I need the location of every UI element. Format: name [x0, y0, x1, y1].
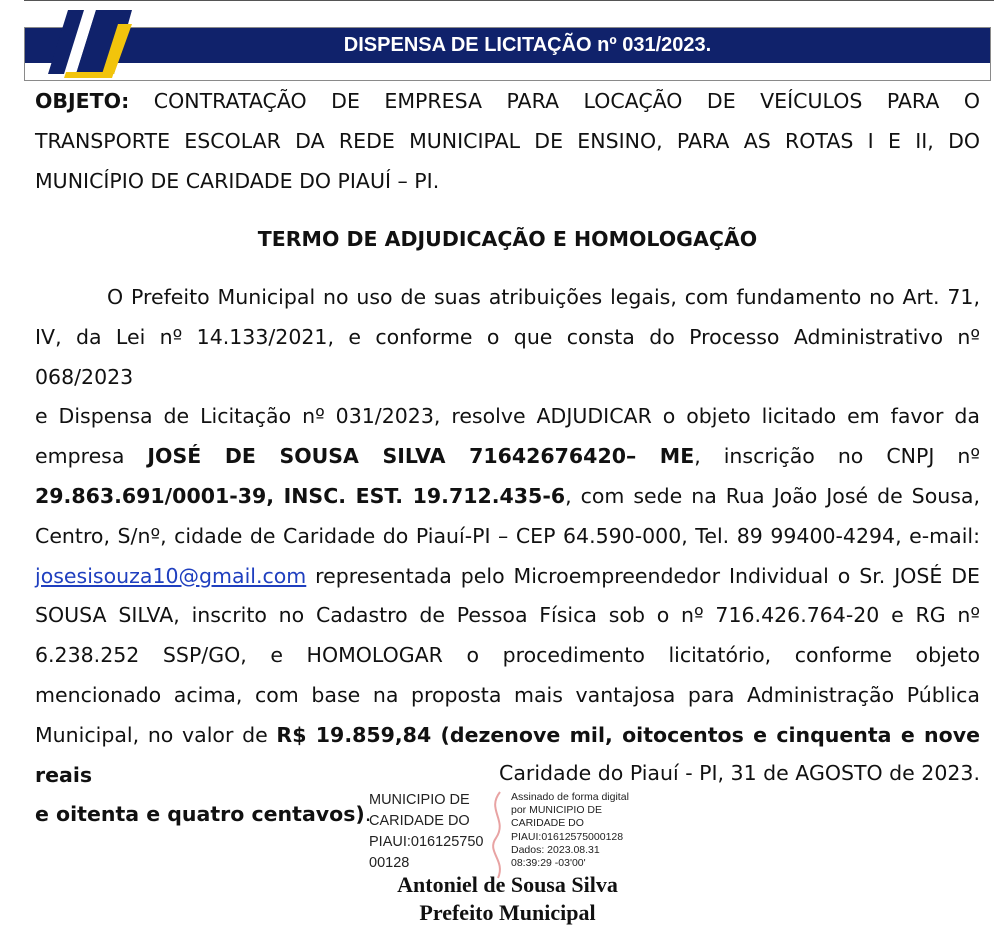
signer-name: Antoniel de Sousa Silva — [397, 872, 618, 897]
text: . — [364, 802, 372, 827]
text: , inscrição no CNPJ nº — [694, 444, 980, 469]
signer-line: PIAUI:016125750 — [369, 834, 484, 850]
termo-title-text: TERMO DE ADJUDICAÇÃO E HOMOLOGAÇÃO — [257, 227, 758, 251]
body-line-9: 6.238.252 SSP/GO, e HOMOLOGAR o procedimento licitatório, conforme objeto — [35, 643, 980, 668]
signer-line: MUNICIPIO DE — [369, 792, 470, 808]
objeto-text-1: CONTRATAÇÃO DE EMPRESA PARA LOCAÇÃO DE VEÍCULOS PARA O — [153, 89, 980, 113]
termo-title — [35, 220, 980, 260]
body-line-8: SOUSA SILVA, inscrito no Cadastro de Pessoa Física sob o nº 716.426.764-20 e RG nº — [35, 603, 980, 628]
text: empresa — [35, 444, 125, 469]
body-line-6: Centro, S/nº, cidade de Caridade do Piauí-PI – CEP 64.590-000, Tel. 89 99400-4294, e-mail: — [35, 523, 980, 548]
digital-line: 08:39:29 -03'00' — [511, 857, 586, 870]
text: Municipal, no valor de — [35, 722, 277, 747]
text: representada pelo Microempreendedor Individual o Sr. JOSÉ DE — [306, 563, 980, 588]
body-paragraph — [35, 278, 980, 835]
body-line-5 — [35, 477, 980, 517]
cnpj-number: 29.863.691/0001-39, INSC. EST. 19.712.435-6 — [35, 483, 566, 508]
document-header — [24, 27, 991, 81]
digital-signature-info — [511, 791, 661, 870]
body-line-2: IV, da Lei nº 14.133/2021, e conforme o que consta do Processo Administrativo nº 068/2023 — [35, 324, 980, 389]
signer-line: 00128 — [369, 855, 410, 871]
digital-line: por MUNICIPIO DE — [511, 804, 603, 817]
objeto-line-3: MUNICÍPIO DE CARIDADE DO PIAUÍ – PI. — [35, 168, 440, 193]
company-name: JOSÉ DE SOUSA SILVA 71642676420– ME — [147, 444, 695, 469]
date-line: Caridade do Piauí - PI, 31 de AGOSTO de 2023. — [499, 761, 980, 785]
email-link[interactable]: josesisouza10@gmail.com — [35, 563, 307, 588]
text: , com sede na Rua João José de Sousa, — [565, 483, 980, 508]
objeto-section — [35, 82, 980, 201]
digital-line: Dados: 2023.08.31 — [511, 843, 600, 856]
digital-line: Assinado de forma digital — [511, 791, 629, 803]
objeto-line-2: TRANSPORTE ESCOLAR DA REDE MUNICIPAL DE ENSINO, PARA AS ROTAS I E II, DO — [35, 128, 980, 153]
contract-value-end: e oitenta e quatro centavos) — [35, 802, 365, 827]
body-line-10: mencionado acima, com base na proposta mais vantajosa para Administração Pública — [35, 682, 980, 707]
municipal-logo-icon — [36, 2, 146, 82]
body-line-4 — [35, 437, 980, 477]
body-line-3: e Dispensa de Licitação nº 031/2023, resolve ADJUDICAR o objeto licitado em favor da — [35, 404, 980, 429]
body-line-1: O Prefeito Municipal no uso de suas atribuições legais, com fundamento no Art. 71, — [107, 285, 980, 309]
signer-role: Prefeito Municipal — [419, 900, 596, 925]
digital-line: CARIDADE DO — [511, 817, 584, 830]
objeto-label: OBJETO: — [35, 89, 130, 113]
top-rule — [24, 0, 994, 1]
digital-line: PIAUI:01612575000128 — [511, 830, 624, 843]
objeto-line-1 — [35, 82, 980, 122]
document-title: DISPENSA DE LICITAÇÃO nº 031/2023. — [343, 34, 712, 56]
contract-value: R$ 19.859,84 (dezenove mil, oitocentos e cinquenta e nove reais — [35, 722, 980, 787]
signer-line: CARIDADE DO — [369, 813, 470, 829]
body-line-7 — [35, 557, 980, 597]
